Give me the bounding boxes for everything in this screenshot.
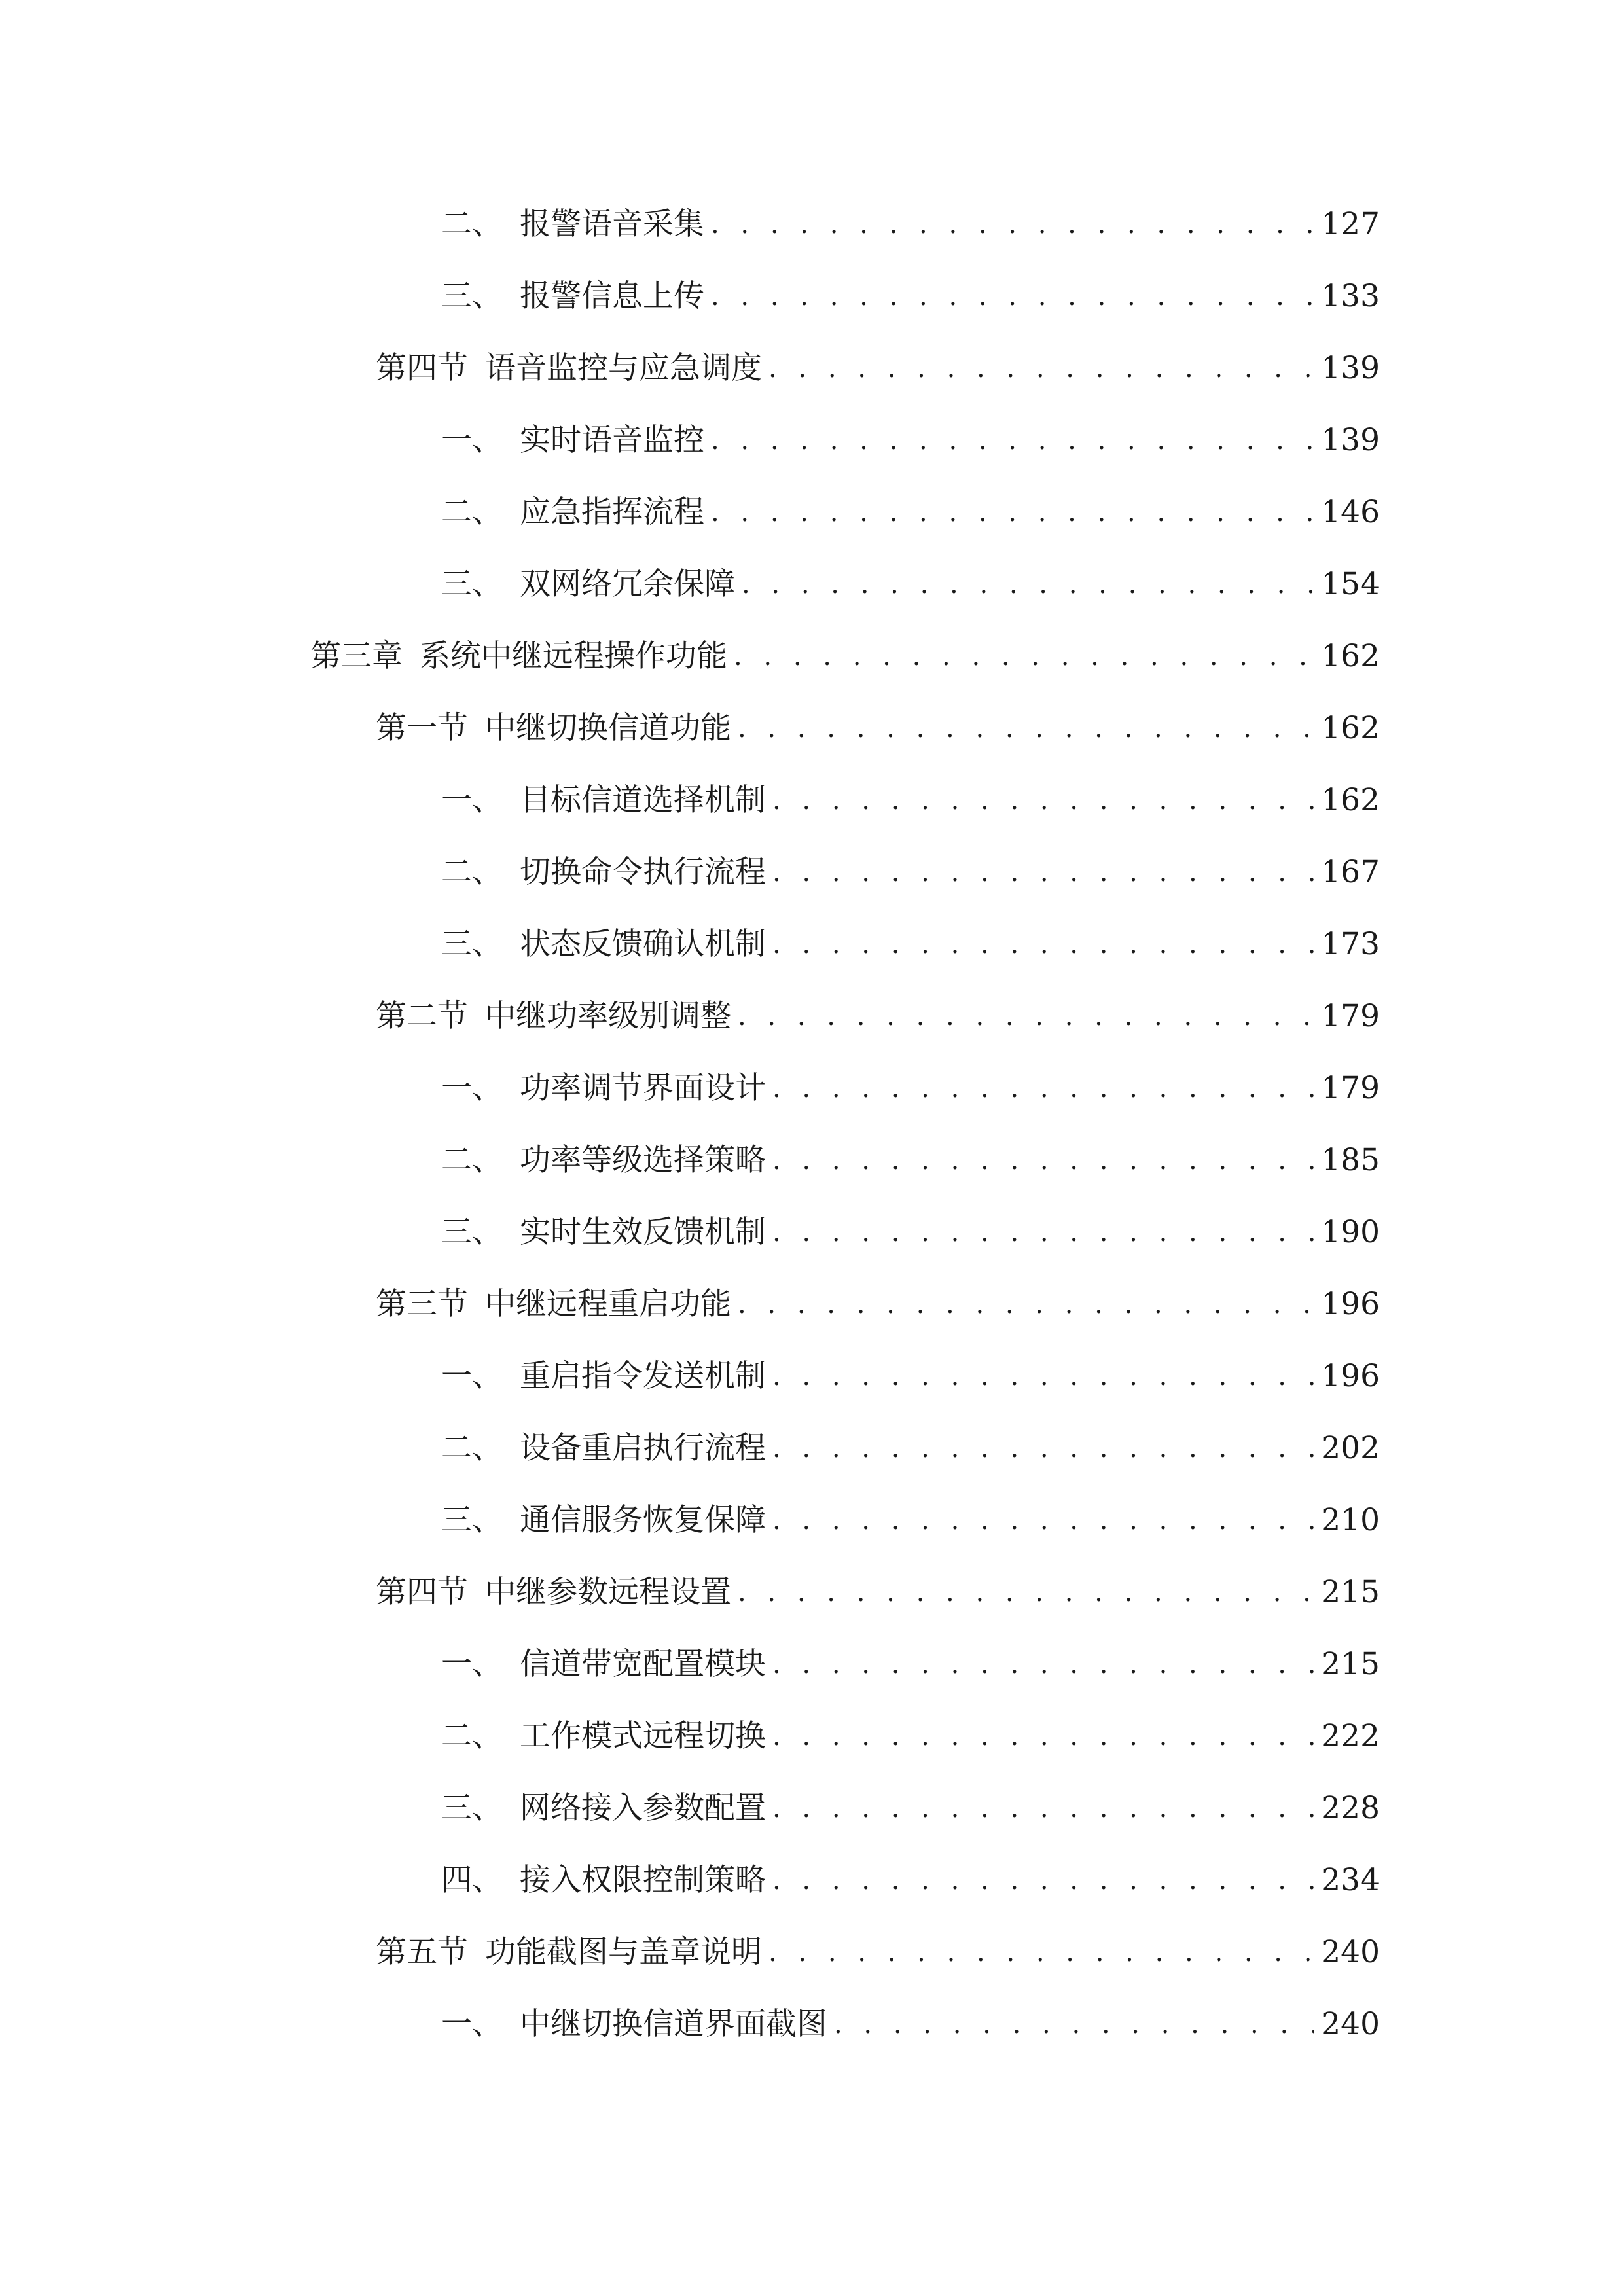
toc-entry-title: 信道带宽配置模块 <box>520 1646 766 1682</box>
toc-entry-title: 通信服务恢复保障 <box>520 1502 766 1538</box>
toc-entry[interactable] <box>441 552 1380 604</box>
toc-entry-prefix: 一、 <box>441 2006 503 2042</box>
toc-entry-prefix: 第四节 <box>376 350 468 386</box>
toc-entry-page: 146 <box>1321 494 1380 530</box>
toc-entry-title: 网络接入参数配置 <box>520 1790 766 1826</box>
toc-entry-title: 目标信道选择机制 <box>520 782 766 818</box>
toc-entry-prefix: 第三节 <box>376 1286 468 1322</box>
toc-entry-prefix: 一、 <box>441 782 503 818</box>
toc-dot-leader <box>772 1069 1314 1108</box>
toc-entry[interactable] <box>441 768 1380 820</box>
toc-dot-leader <box>738 1573 1314 1612</box>
toc-entry-prefix: 第五节 <box>376 1934 468 1970</box>
toc-entry-prefix: 第三章 <box>310 638 403 674</box>
toc-entry-page: 139 <box>1321 422 1380 458</box>
toc-entry-prefix: 三、 <box>441 1214 503 1250</box>
toc-entry-page: 162 <box>1321 710 1380 746</box>
toc-entry-title: 设备重启执行流程 <box>520 1430 766 1466</box>
toc-entry-title: 中继切换信道功能 <box>485 710 731 746</box>
toc-dot-leader <box>772 1861 1314 1900</box>
toc-entry-title: 报警信息上传 <box>520 278 704 314</box>
toc-entry-page: 240 <box>1321 1934 1380 1970</box>
toc-entry-page: 154 <box>1321 566 1380 602</box>
toc-entry[interactable] <box>441 912 1380 964</box>
toc-entry-page: 210 <box>1321 1502 1380 1538</box>
toc-entry-title: 中继功率级别调整 <box>485 998 731 1034</box>
toc-entry-page: 234 <box>1321 1862 1380 1898</box>
toc-entry-page: 162 <box>1321 782 1380 818</box>
toc-entry-page: 173 <box>1321 926 1380 962</box>
toc-entry-page: 215 <box>1321 1574 1380 1610</box>
toc-dot-leader <box>711 421 1314 460</box>
toc-entry-page: 222 <box>1321 1718 1380 1754</box>
toc-dot-leader <box>772 781 1314 820</box>
toc-entry-prefix: 二、 <box>441 1142 503 1178</box>
toc-entry-title: 功率等级选择策略 <box>520 1142 766 1178</box>
toc-dot-leader <box>738 709 1314 748</box>
toc-entry-title: 接入权限控制策略 <box>520 1862 766 1898</box>
toc-entry[interactable] <box>441 192 1380 244</box>
toc-entry-title: 实时语音监控 <box>520 422 704 458</box>
toc-entry-prefix: 三、 <box>441 1502 503 1538</box>
toc-entry-title: 实时生效反馈机制 <box>520 1214 766 1250</box>
toc-dot-leader <box>772 853 1314 892</box>
toc-dot-leader <box>768 1933 1314 1972</box>
toc-entry-prefix: 第二节 <box>376 998 468 1034</box>
toc-entry[interactable] <box>376 1560 1380 1612</box>
toc-entry[interactable] <box>441 264 1380 316</box>
toc-entry[interactable] <box>441 840 1380 892</box>
toc-entry-prefix: 三、 <box>441 1790 503 1826</box>
toc-entry-page: 190 <box>1321 1214 1380 1250</box>
toc-entry[interactable] <box>376 984 1380 1036</box>
toc-entry-page: 179 <box>1321 998 1380 1034</box>
toc-entry-page: 133 <box>1321 278 1380 314</box>
toc-entry-prefix: 第一节 <box>376 710 468 746</box>
toc-entry-page: 185 <box>1321 1142 1380 1178</box>
toc-entry[interactable] <box>376 336 1380 388</box>
toc-entry-prefix: 二、 <box>441 494 503 530</box>
toc-dot-leader <box>772 1141 1314 1180</box>
toc-entry-prefix: 二、 <box>441 854 503 890</box>
toc-entry[interactable] <box>441 1344 1380 1396</box>
toc-entry-prefix: 二、 <box>441 1718 503 1754</box>
toc-entry-prefix: 四、 <box>441 1862 503 1898</box>
toc-entry-page: 196 <box>1321 1358 1380 1394</box>
toc-entry[interactable] <box>441 1488 1380 1540</box>
toc-entry-prefix: 一、 <box>441 1070 503 1106</box>
toc-entry-title: 中继切换信道界面截图 <box>520 2006 827 2042</box>
toc-entry[interactable] <box>441 1128 1380 1180</box>
toc-entry-prefix: 三、 <box>441 926 503 962</box>
toc-dot-leader <box>711 277 1314 316</box>
toc-entry-title: 双网络冗余保障 <box>520 566 735 602</box>
toc-entry-title: 系统中继远程操作功能 <box>420 638 727 674</box>
toc-entry-page: 215 <box>1321 1646 1380 1682</box>
toc-entry-page: 167 <box>1321 854 1380 890</box>
toc-entry[interactable] <box>441 408 1380 460</box>
toc-entry-prefix: 一、 <box>441 1358 503 1394</box>
toc-dot-leader <box>772 1213 1314 1252</box>
toc-entry-page: 139 <box>1321 350 1380 386</box>
toc-entry[interactable] <box>441 1056 1380 1108</box>
toc-entry[interactable] <box>441 1992 1380 2044</box>
toc-entry-prefix: 三、 <box>441 566 503 602</box>
toc-entry[interactable] <box>441 480 1380 532</box>
toc-dot-leader <box>738 997 1314 1036</box>
toc-entry-title: 状态反馈确认机制 <box>520 926 766 962</box>
toc-dot-leader <box>768 349 1314 388</box>
toc-entry-page: 162 <box>1321 638 1380 674</box>
toc-entry-title: 中继参数远程设置 <box>485 1574 731 1610</box>
toc-dot-leader <box>772 1429 1314 1468</box>
toc-dot-leader <box>772 1789 1314 1828</box>
toc-entry-title: 工作模式远程切换 <box>520 1718 766 1754</box>
toc-entry-title: 切换命令执行流程 <box>520 854 766 890</box>
toc-dot-leader <box>834 2005 1314 2044</box>
toc-dot-leader <box>772 925 1314 964</box>
toc-entry[interactable] <box>441 1704 1380 1756</box>
toc-entry[interactable] <box>441 1632 1380 1684</box>
toc-dot-leader <box>711 493 1314 532</box>
toc-dot-leader <box>734 637 1314 676</box>
toc-entry-title: 重启指令发送机制 <box>520 1358 766 1394</box>
toc-entry-page: 202 <box>1321 1430 1380 1466</box>
toc-entry-prefix: 三、 <box>441 278 503 314</box>
toc-entry-prefix: 第四节 <box>376 1574 468 1610</box>
toc-dot-leader <box>772 1645 1314 1684</box>
toc-dot-leader <box>772 1357 1314 1396</box>
toc-entry[interactable] <box>441 1200 1380 1252</box>
toc-entry[interactable] <box>441 1776 1380 1828</box>
toc-entry-prefix: 一、 <box>441 1646 503 1682</box>
toc-entry[interactable] <box>441 1848 1380 1900</box>
toc-dot-leader <box>772 1717 1314 1756</box>
toc-entry-title: 语音监控与应急调度 <box>485 350 762 386</box>
toc-entry[interactable] <box>376 696 1380 748</box>
toc-entry-prefix: 二、 <box>441 206 503 242</box>
toc-entry[interactable] <box>376 1920 1380 1972</box>
toc-entry-page: 240 <box>1321 2006 1380 2042</box>
toc-entry-prefix: 二、 <box>441 1430 503 1466</box>
toc-entry-title: 中继远程重启功能 <box>485 1286 731 1322</box>
toc-entry-page: 228 <box>1321 1790 1380 1826</box>
toc-entry-title: 报警语音采集 <box>520 206 704 242</box>
toc-entry[interactable] <box>310 624 1380 676</box>
toc-entry-page: 179 <box>1321 1070 1380 1106</box>
toc-entry-prefix: 一、 <box>441 422 503 458</box>
toc-entry-page: 196 <box>1321 1286 1380 1322</box>
toc-dot-leader <box>772 1501 1314 1540</box>
toc-dot-leader <box>738 1285 1314 1324</box>
toc-dot-leader <box>711 205 1314 244</box>
toc-entry[interactable] <box>376 1272 1380 1324</box>
toc-entry[interactable] <box>441 1416 1380 1468</box>
toc-entry-title: 应急指挥流程 <box>520 494 704 530</box>
toc-entry-title: 功能截图与盖章说明 <box>485 1934 762 1970</box>
toc-entry-title: 功率调节界面设计 <box>520 1070 766 1106</box>
toc-entry-page: 127 <box>1321 206 1380 242</box>
toc-dot-leader <box>742 565 1314 604</box>
